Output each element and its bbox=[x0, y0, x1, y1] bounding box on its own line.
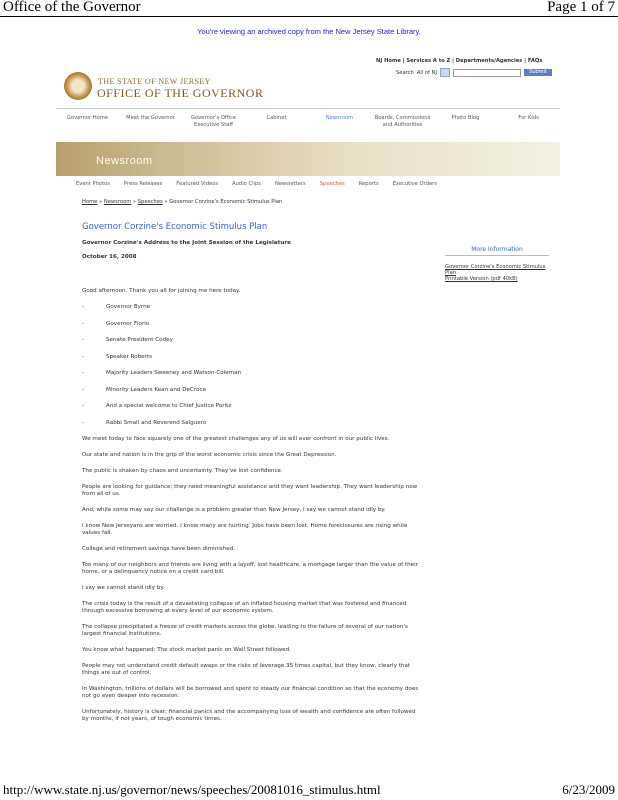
banner-title: Newsroom bbox=[96, 155, 153, 167]
logo-office-name[interactable]: OFFICE OF THE GOVERNOR bbox=[97, 86, 264, 100]
list-item: - Senate President Codey bbox=[82, 337, 173, 343]
paragraph: Too many of our neighbors and friends are living with a layoff, lost healthcare, a mortgage larger than the value of their home, or a delinquency notice on a credit card bill. bbox=[82, 562, 418, 575]
search-scope-option: All of NJ bbox=[416, 69, 437, 76]
nav-cabinet[interactable]: Cabinet bbox=[266, 115, 287, 121]
greeting: Good afternoon. Thank you all for joining me here today. bbox=[82, 288, 241, 294]
sub-nav bbox=[76, 181, 437, 187]
list-item: - Rabbi Small and Reverend Salguero bbox=[82, 419, 207, 426]
nav-executive-staff[interactable]: Governor's Office Executive Staff bbox=[190, 115, 236, 128]
nav-boards[interactable]: Boards, Commissions and Authorities bbox=[374, 115, 431, 128]
paragraph: People are looking for guidance; they need meaningful assistance and they want leadership. They want leadership now from all of us. bbox=[82, 484, 418, 497]
nav-governor-home[interactable]: Governor Home bbox=[66, 115, 109, 121]
list-item: - And a special welcome to Chief Justice Poritz bbox=[82, 403, 232, 409]
top-links[interactable]: NJ Home | Services A to Z | Departments/Agencies | FAQs bbox=[376, 58, 543, 64]
more-info-heading: More Information bbox=[445, 244, 549, 256]
paragraph: Our state and nation is in the grip of the worst economic crisis since the Great Depression. bbox=[82, 452, 337, 458]
list-item: - Majority Leaders Sweeney and Watson-Coleman bbox=[82, 370, 242, 376]
list-item: - Speaker Roberts bbox=[82, 353, 152, 360]
nav-newsroom[interactable]: Newsroom bbox=[308, 109, 371, 143]
state-seal-icon[interactable] bbox=[64, 72, 92, 100]
archive-notice: You're viewing an archived copy from the New Jersey State Library. bbox=[197, 27, 421, 36]
paragraph: College and retirement savings have been diminished. bbox=[82, 546, 236, 552]
search-scope-radio[interactable] bbox=[440, 68, 450, 77]
section-banner bbox=[56, 142, 560, 176]
search-submit-button[interactable]: Submit bbox=[524, 69, 552, 76]
breadcrumb-newsroom[interactable]: Newsroom bbox=[103, 199, 132, 205]
paragraph: We meet today to face squarely one of the greatest challenges any of us will ever confront in our public lives. bbox=[82, 436, 390, 442]
printable-version-link[interactable]: Printable Version (pdf 40kB) bbox=[445, 276, 518, 282]
print-header-page: Page 1 of 7 bbox=[547, 0, 615, 15]
subnav-event-photos[interactable]: Event Photos bbox=[76, 181, 111, 187]
subnav-press-releases[interactable]: Press Releases bbox=[124, 181, 163, 187]
list-item: - Governor Byrne bbox=[82, 304, 151, 310]
subnav-speeches[interactable]: Speeches bbox=[319, 181, 345, 187]
subnav-featured-videos[interactable]: Featured Videos bbox=[176, 181, 219, 187]
print-header bbox=[0, 0, 618, 16]
breadcrumb-current: Governor Corzine's Economic Stimulus Plan bbox=[169, 199, 283, 205]
stimulus-plan-link[interactable]: Governor Corzine's Economic Stimulus Plan Printable Version (pdf 40kB) bbox=[445, 264, 546, 282]
print-footer bbox=[0, 782, 618, 798]
search-bar bbox=[396, 68, 552, 77]
paragraph: And, while some may say our challenge is a problem greater than New Jersey, I say we cannot stand idly by. bbox=[82, 507, 386, 513]
search-input[interactable] bbox=[453, 69, 521, 77]
paragraph: Unfortunately, history is clear: financial panics and the accompanying loss of wealth and confidence are often followed by months, if not years, of tough economic times. bbox=[82, 709, 416, 722]
paragraph: In Washington, trillions of dollars will be borrowed and spent to steady our financial condition so that the economy does not go even deeper into recession. bbox=[82, 686, 419, 699]
main-nav bbox=[56, 108, 560, 144]
subnav-executive-orders[interactable]: Executive Orders bbox=[392, 181, 438, 187]
more-info-panel bbox=[445, 244, 549, 282]
breadcrumb-speeches[interactable]: Speeches bbox=[137, 199, 163, 205]
speech-date: October 16, 2008 bbox=[82, 254, 137, 260]
nav-meet-governor[interactable]: Meet the Governor bbox=[126, 115, 175, 121]
subnav-newsletters[interactable]: Newsletters bbox=[274, 181, 306, 187]
page-title: Governor Corzine's Economic Stimulus Plan bbox=[82, 222, 268, 232]
paragraph: The public is shaken by chaos and uncertainty. They've lost confidence. bbox=[82, 468, 283, 474]
subnav-reports[interactable]: Reports bbox=[358, 181, 379, 187]
page-url: http://www.state.nj.us/governor/news/speeches/20081016_stimulus.html bbox=[3, 782, 381, 797]
subnav-audio-clips[interactable]: Audio Clips bbox=[232, 181, 261, 187]
print-header-title: Office of the Governor bbox=[3, 0, 141, 15]
nav-photo-blog[interactable]: Photo Blog bbox=[451, 115, 480, 121]
list-item: - Minority Leaders Kean and DeCroce bbox=[82, 386, 207, 393]
paragraph: The crisis today is the result of a devastating collapse of an inflated housing market that was fostered and financed through excessive borrowing at every level of our economic system. bbox=[82, 601, 407, 614]
breadcrumb-home[interactable]: Home bbox=[82, 199, 98, 205]
paragraph: I know New Jerseyans are worried. I know many are hurting. Jobs have been lost. Home foreclosures are rising while values fall. bbox=[82, 523, 408, 536]
paragraph: The collapse precipitated a freeze of credit markets across the globe, leading to the failure of several of our nation's largest financial institutions. bbox=[82, 624, 408, 637]
page-subtitle: Governor Corzine's Address to the Joint Session of the Legislature bbox=[82, 240, 291, 246]
nav-for-kids[interactable]: For Kids bbox=[518, 115, 539, 121]
list-item: - Governor Florio bbox=[82, 320, 150, 327]
paragraph: You know what happened: The stock market panic on Wall Street followed. bbox=[82, 647, 291, 653]
paragraph: I say we cannot stand idly by. bbox=[82, 585, 165, 591]
logo-state-name[interactable]: THE STATE OF NEW JERSEY bbox=[98, 77, 211, 86]
breadcrumb: Home » Newsroom » Speeches » Governor Corzine's Economic Stimulus Plan bbox=[82, 199, 283, 205]
paragraph: People may not understand credit default swaps or the risks of leverage 35 times capital, but they know, clearly that things are out of control. bbox=[82, 663, 411, 676]
search-label: Search bbox=[396, 69, 414, 76]
print-date: 6/23/2009 bbox=[562, 782, 615, 797]
speech-body bbox=[82, 288, 422, 732]
divider bbox=[0, 16, 618, 17]
